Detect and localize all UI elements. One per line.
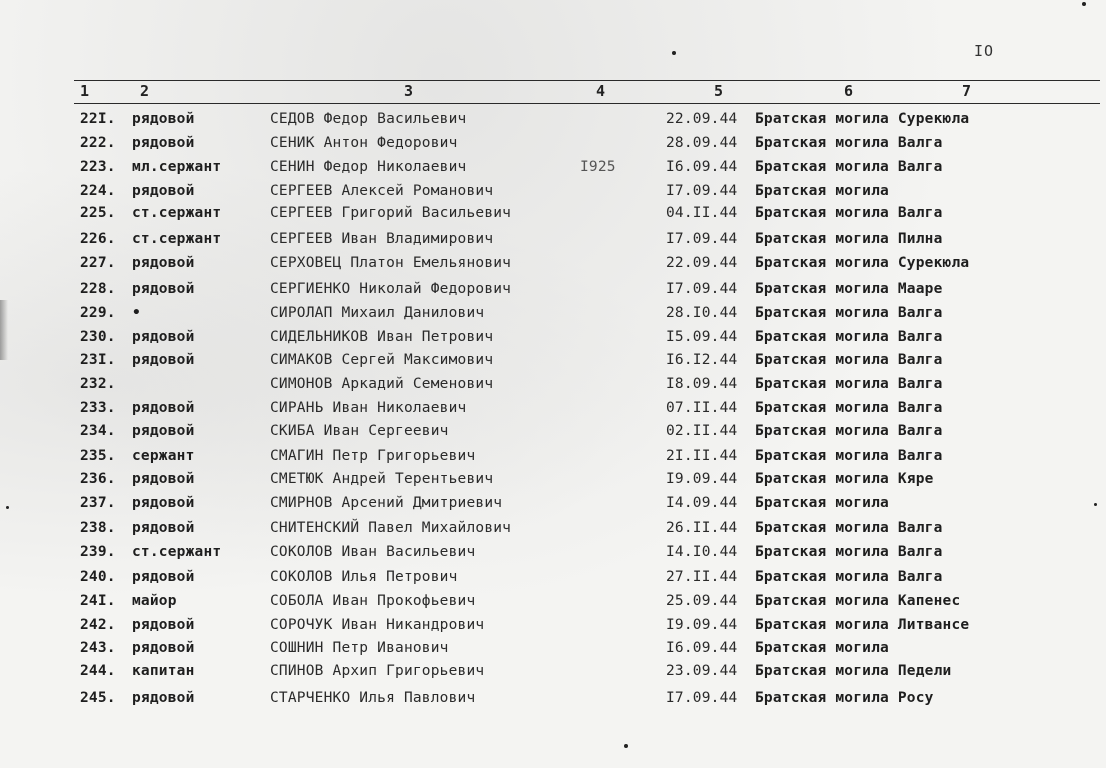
death-date: I6.I2.44 xyxy=(666,352,738,368)
military-rank: рядовой xyxy=(132,471,195,487)
burial-place: Братская могила Валга xyxy=(755,135,943,151)
burial-place: Братская могила Валга xyxy=(755,569,943,585)
full-name: СМАГИН Петр Григорьевич xyxy=(270,448,476,464)
death-date: 28.09.44 xyxy=(666,135,738,151)
full-name: СКИБА Иван Сергеевич xyxy=(270,423,449,439)
full-name: СИМАКОВ Сергей Максимович xyxy=(270,352,494,368)
burial-place: Братская могила Валга xyxy=(755,159,943,175)
table-row xyxy=(0,205,1106,227)
table-row xyxy=(0,255,1106,277)
full-name: СОКОЛОВ Илья Петрович xyxy=(270,569,458,585)
military-rank: рядовой xyxy=(132,111,195,127)
column-header-3: 3 xyxy=(404,82,414,100)
military-rank: рядовой xyxy=(132,520,195,536)
death-date: I7.09.44 xyxy=(666,690,738,706)
page-number: IO xyxy=(974,42,995,60)
entry-number: 240. xyxy=(80,569,116,585)
full-name: СИДЕЛЬНИКОВ Иван Петрович xyxy=(270,329,494,345)
table-row xyxy=(0,305,1106,327)
table-row xyxy=(0,423,1106,445)
burial-place: Братская могила Педели xyxy=(755,663,952,679)
burial-place: Братская могила Кяре xyxy=(755,471,934,487)
military-rank: рядовой xyxy=(132,495,195,511)
table-row xyxy=(0,159,1106,181)
death-date: 26.II.44 xyxy=(666,520,738,536)
table-row xyxy=(0,520,1106,542)
full-name: СЕРГЕЕВ Иван Владимирович xyxy=(270,231,494,247)
military-rank: • xyxy=(132,305,141,321)
birth-year: I925 xyxy=(580,159,616,175)
death-date: I9.09.44 xyxy=(666,617,738,633)
burial-place: Братская могила Пилна xyxy=(755,231,943,247)
death-date: I8.09.44 xyxy=(666,376,738,392)
entry-number: 225. xyxy=(80,205,116,221)
full-name: СТАРЧЕНКО Илья Павлович xyxy=(270,690,476,706)
entry-number: 224. xyxy=(80,183,116,199)
entry-number: 233. xyxy=(80,400,116,416)
full-name: СОБОЛА Иван Прокофьевич xyxy=(270,593,476,609)
table-row xyxy=(0,231,1106,253)
military-rank: капитан xyxy=(132,663,195,679)
death-date: 02.II.44 xyxy=(666,423,738,439)
military-rank: рядовой xyxy=(132,281,195,297)
table-row xyxy=(0,281,1106,303)
death-date: 28.I0.44 xyxy=(666,305,738,321)
burial-place: Братская могила Сурекюла xyxy=(755,255,970,271)
military-rank: рядовой xyxy=(132,352,195,368)
military-rank: ст.сержант xyxy=(132,544,222,560)
column-header-1: 1 xyxy=(80,82,90,100)
military-rank: рядовой xyxy=(132,135,195,151)
full-name: СЕНИК Антон Федорович xyxy=(270,135,458,151)
entry-number: 232. xyxy=(80,376,116,392)
burial-place: Братская могила Капенес xyxy=(755,593,961,609)
death-date: 22.09.44 xyxy=(666,255,738,271)
entry-number: 228. xyxy=(80,281,116,297)
full-name: СЕРГЕЕВ Григорий Васильевич xyxy=(270,205,512,221)
entry-number: 223. xyxy=(80,159,116,175)
burial-place: Братская могила Валга xyxy=(755,544,943,560)
column-header-4: 4 xyxy=(596,82,606,100)
military-rank: рядовой xyxy=(132,423,195,439)
military-rank: рядовой xyxy=(132,183,195,199)
death-date: 07.II.44 xyxy=(666,400,738,416)
burial-place: Братская могила Валга xyxy=(755,352,943,368)
full-name: СЕДОВ Федор Васильевич xyxy=(270,111,467,127)
table-row xyxy=(0,640,1106,662)
table-row xyxy=(0,329,1106,351)
full-name: СПИНОВ Архип Григорьевич xyxy=(270,663,485,679)
burial-place: Братская могила Валга xyxy=(755,423,943,439)
entry-number: 242. xyxy=(80,617,116,633)
burial-place: Братская могила Валга xyxy=(755,305,943,321)
military-rank: рядовой xyxy=(132,255,195,271)
full-name: СОКОЛОВ Иван Васильевич xyxy=(270,544,476,560)
burial-place: Братская могила Маарe xyxy=(755,281,943,297)
death-date: I4.I0.44 xyxy=(666,544,738,560)
scan-speck xyxy=(6,506,9,509)
full-name: СЕРХОВЕЦ Платон Емельянович xyxy=(270,255,512,271)
military-rank: ст.сержант xyxy=(132,231,222,247)
table-row xyxy=(0,495,1106,517)
military-rank: майор xyxy=(132,593,177,609)
column-header-2: 2 xyxy=(140,82,150,100)
table-row xyxy=(0,135,1106,157)
table-row xyxy=(0,400,1106,422)
scan-speck xyxy=(624,744,628,748)
burial-place: Братская могила Росу xyxy=(755,690,934,706)
entry-number: 222. xyxy=(80,135,116,151)
table-row xyxy=(0,663,1106,685)
table-row xyxy=(0,569,1106,591)
military-rank: мл.сержант xyxy=(132,159,222,175)
full-name: СНИТЕНСКИЙ Павел Михайлович xyxy=(270,520,512,536)
entry-number: 226. xyxy=(80,231,116,247)
entry-number: 230. xyxy=(80,329,116,345)
column-header-7: 7 xyxy=(962,82,972,100)
table-row xyxy=(0,376,1106,398)
death-date: I6.09.44 xyxy=(666,159,738,175)
death-date: I7.09.44 xyxy=(666,183,738,199)
table-row xyxy=(0,690,1106,712)
entry-number: 229. xyxy=(80,305,116,321)
column-header-5: 5 xyxy=(714,82,724,100)
death-date: I6.09.44 xyxy=(666,640,738,656)
military-rank: рядовой xyxy=(132,690,195,706)
table-row xyxy=(0,352,1106,374)
entry-number: 237. xyxy=(80,495,116,511)
burial-place: Братская могила Валга xyxy=(755,376,943,392)
burial-place: Братская могила Сурекюла xyxy=(755,111,970,127)
entry-number: 243. xyxy=(80,640,116,656)
military-rank: рядовой xyxy=(132,640,195,656)
military-rank: рядовой xyxy=(132,569,195,585)
scan-speck xyxy=(1082,2,1086,6)
burial-place: Братская могила Валга xyxy=(755,400,943,416)
table-row xyxy=(0,617,1106,639)
entry-number: 245. xyxy=(80,690,116,706)
military-rank: рядовой xyxy=(132,329,195,345)
burial-place: Братская могила Литвансе xyxy=(755,617,970,633)
death-date: 27.II.44 xyxy=(666,569,738,585)
burial-place: Братская могила xyxy=(755,640,889,656)
entry-number: 227. xyxy=(80,255,116,271)
burial-place: Братская могила Валга xyxy=(755,520,943,536)
death-date: I4.09.44 xyxy=(666,495,738,511)
death-date: I5.09.44 xyxy=(666,329,738,345)
entry-number: 238. xyxy=(80,520,116,536)
table-row xyxy=(0,111,1106,133)
military-rank: ст.сержант xyxy=(132,205,222,221)
entry-number: 234. xyxy=(80,423,116,439)
burial-place: Братская могила Валга xyxy=(755,329,943,345)
death-date: 2I.II.44 xyxy=(666,448,738,464)
entry-number: 239. xyxy=(80,544,116,560)
full-name: СОРОЧУК Иван Никандрович xyxy=(270,617,485,633)
entry-number: 235. xyxy=(80,448,116,464)
entry-number: 244. xyxy=(80,663,116,679)
scan-speck xyxy=(1094,503,1097,506)
full-name: СМЕТЮК Андрей Терентьевич xyxy=(270,471,494,487)
full-name: СИМОНОВ Аркадий Семенович xyxy=(270,376,494,392)
entry-number: 24I. xyxy=(80,593,116,609)
death-date: I9.09.44 xyxy=(666,471,738,487)
death-date: I7.09.44 xyxy=(666,231,738,247)
military-rank: рядовой xyxy=(132,617,195,633)
full-name: СМИРНОВ Арсений Дмитриевич xyxy=(270,495,503,511)
full-name: СЕНИН Федор Николаевич xyxy=(270,159,467,175)
table-row xyxy=(0,183,1106,205)
full-name: СИРОЛАП Михаил Данилович xyxy=(270,305,485,321)
death-date: I7.09.44 xyxy=(666,281,738,297)
entry-number: 22I. xyxy=(80,111,116,127)
column-header-6: 6 xyxy=(844,82,854,100)
entry-number: 23I. xyxy=(80,352,116,368)
column-header-row xyxy=(74,80,1100,104)
military-rank: сержант xyxy=(132,448,195,464)
death-date: 23.09.44 xyxy=(666,663,738,679)
full-name: СИРАНЬ Иван Николаевич xyxy=(270,400,467,416)
death-date: 25.09.44 xyxy=(666,593,738,609)
entry-number: 236. xyxy=(80,471,116,487)
table-row xyxy=(0,448,1106,470)
burial-place: Братская могила xyxy=(755,495,889,511)
full-name: СОШНИН Петр Иванович xyxy=(270,640,449,656)
table-row xyxy=(0,471,1106,493)
death-date: 04.II.44 xyxy=(666,205,738,221)
military-rank: рядовой xyxy=(132,400,195,416)
death-date: 22.09.44 xyxy=(666,111,738,127)
burial-place: Братская могила Валга xyxy=(755,448,943,464)
full-name: СЕРГИЕНКО Николай Федорович xyxy=(270,281,512,297)
scan-speck xyxy=(672,51,676,55)
burial-place: Братская могила Валга xyxy=(755,205,943,221)
burial-place: Братская могила xyxy=(755,183,889,199)
full-name: СЕРГЕЕВ Алексей Романович xyxy=(270,183,494,199)
table-row xyxy=(0,593,1106,615)
table-row xyxy=(0,544,1106,566)
